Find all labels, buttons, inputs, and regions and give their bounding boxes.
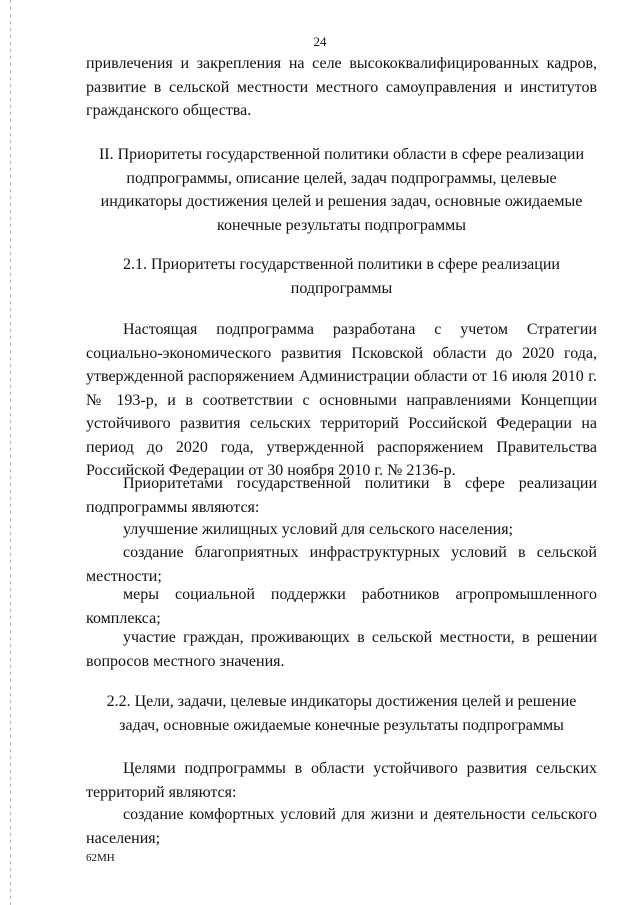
intro-paragraph: привлечения и закрепления на селе высококвалифицированных кадров, развитие в сельской местности местного самоуправления и институтов гражданского общества. (86, 55, 597, 119)
body-paragraph: улучшение жилищных условий для сельского населения; (123, 521, 514, 538)
body-paragraph: меры социальной поддержки работников агропромышленного комплекса; (86, 586, 597, 627)
page-number: 24 (313, 34, 327, 49)
subsection-heading-line: 2.2. Цели, задачи, целевые индикаторы достижения целей и решение (106, 693, 577, 710)
section-heading-line: подпрограммы, описание целей, задач подпрограммы, целевые (126, 169, 557, 187)
body-paragraph: участие граждан, проживающих в сельской местности, в решении вопросов местного значения. (86, 629, 597, 670)
scan-edge-line (10, 0, 11, 905)
subsection-heading-2-1 (86, 253, 597, 300)
footer-code: 62МН (86, 852, 115, 864)
section-heading (86, 143, 597, 237)
section-heading-line: индикаторы достижения целей и решения задач, основные ожидаемые (100, 193, 583, 210)
body-paragraph: Целями подпрограммы в области устойчивого развития сельских территорий являются: (86, 760, 597, 801)
subsection-heading-2-2 (86, 690, 597, 737)
body-paragraph: Приоритетами государственной политики в сфере реализации подпрограммы являются: (86, 475, 597, 516)
subsection-heading-line: 2.1. Приоритеты государственной политики в сфере реализации (123, 256, 560, 273)
body-paragraph: создание благоприятных инфраструктурных условий в сельской местности; (86, 544, 597, 585)
body-paragraph: Настоящая подпрограмма разработана с учетом Стратегии социально-экономического развития Псковской области до 2020 года, утвержденной распоряжением Администрации области от 16 июля 2010 г. № 193-р, и в соответствии с основными направлениями Концепции устойчивого развития сельских территорий Российской Федерации на период до 2020 года, утвержденной распоряжением Правительства Российской Федерации от 30 ноября 2010 г. № 2136-р. (86, 321, 597, 479)
section-heading-line: конечные результаты подпрограммы (216, 216, 467, 234)
body-paragraph: создание комфортных условий для жизни и деятельности сельского населения; (86, 806, 597, 847)
subsection-heading-line: задач, основные ожидаемые конечные результаты подпрограммы (119, 716, 564, 734)
section-heading-line: II. Приоритеты государственной политики области в сфере реализации (98, 146, 585, 163)
subsection-heading-line: подпрограммы (290, 279, 393, 297)
